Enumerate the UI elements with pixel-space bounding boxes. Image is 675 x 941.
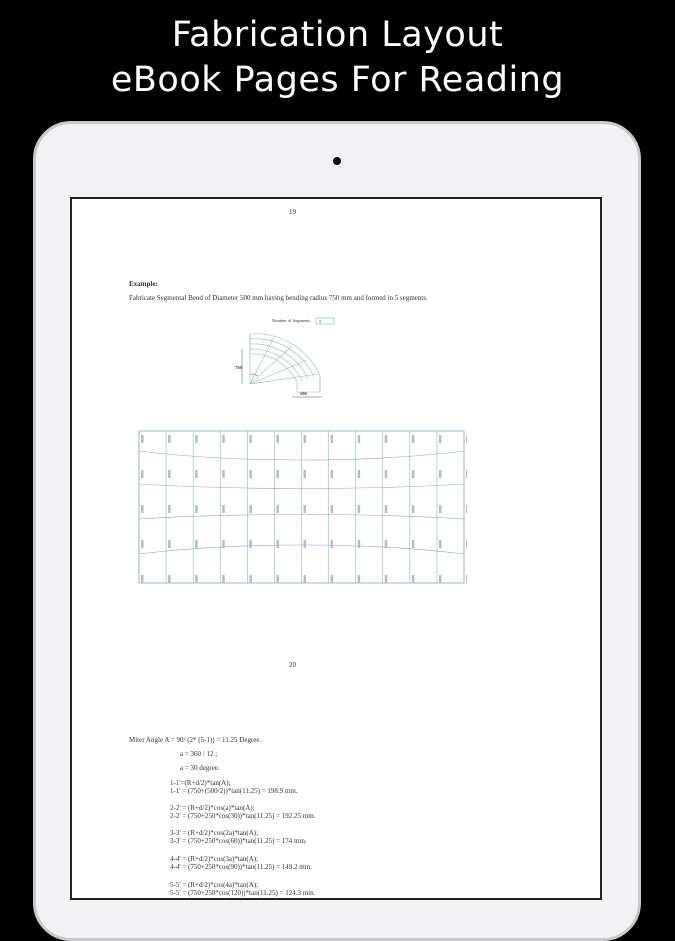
grid-mark	[358, 505, 361, 513]
grid-mark	[304, 575, 307, 583]
grid-mark	[249, 505, 252, 513]
grid-mark	[358, 540, 361, 548]
calc-line-10: 4-4' = (R+d/2)*cos(3a)*tan(A);	[170, 855, 259, 863]
radius-label: 750	[235, 365, 242, 370]
segments-label: Number of Segments	[272, 318, 311, 323]
grid-mark	[412, 540, 415, 548]
grid-mark	[385, 575, 388, 583]
grid-mark	[358, 575, 361, 583]
grid-mark	[276, 540, 279, 548]
grid-mark	[222, 435, 225, 443]
grid-mark	[331, 540, 334, 548]
grid-mark	[331, 470, 334, 478]
grid-mark	[385, 470, 388, 478]
grid-mark	[331, 505, 334, 513]
grid-mark	[331, 575, 334, 583]
grid-mark	[195, 575, 198, 583]
grid-mark	[249, 470, 252, 478]
grid-mark	[304, 435, 307, 443]
grid-mark	[222, 505, 225, 513]
grid-mark	[466, 540, 467, 548]
grid-mark	[439, 470, 442, 478]
grid-mark	[195, 470, 198, 478]
grid-mark	[466, 575, 467, 583]
calc-line-9: 3-3' = (750+250*cos(60))*tan(11.25) = 174 mm.	[170, 837, 307, 845]
grid-mark	[249, 435, 252, 443]
grid-mark	[249, 540, 252, 548]
page-number-19: 19	[289, 208, 296, 216]
grid-mark	[222, 540, 225, 548]
grid-mark	[276, 470, 279, 478]
grid-mark	[168, 505, 171, 513]
grid-mark	[195, 505, 198, 513]
calc-line-3: a = 30 degree.	[180, 764, 220, 772]
calc-line-13: 5-5' = (750+250*cos(120))*tan(11.25) = 124.3 mm.	[170, 889, 316, 897]
calc-line-4: 1-1'=(R+d/2)*tan(A);	[170, 779, 231, 787]
grid-mark	[222, 470, 225, 478]
segmental-bend-diagram	[222, 314, 352, 399]
grid-mark	[412, 470, 415, 478]
calc-line-2: a = 360 / 12 ;	[180, 750, 218, 758]
calc-line-6: 2-2' = (R+d/2)*cos(a)*tan(A);	[170, 804, 255, 812]
grid-mark	[141, 540, 144, 548]
grid-mark	[412, 575, 415, 583]
calc-line-5: 1-1' = (750+(500/2))*tan(11.25) = 198.9 mm.	[170, 787, 298, 795]
grid-mark	[276, 575, 279, 583]
calc-line-7: 2-2' = (750+250*cos(30))*tan(11.25) = 192.25 mm.	[170, 812, 316, 820]
grid-mark	[141, 575, 144, 583]
fabrication-layout-grid	[137, 429, 467, 587]
diameter-label: 500	[300, 391, 307, 396]
grid-mark	[168, 575, 171, 583]
grid-mark	[222, 575, 225, 583]
grid-mark	[466, 505, 467, 513]
segments-value: 5	[319, 319, 322, 324]
grid-mark	[141, 470, 144, 478]
grid-mark	[304, 470, 307, 478]
grid-mark	[195, 540, 198, 548]
calc-line-11: 4-4' = (750+250*cos(90))*tan(11.25) = 149.2 mm.	[170, 863, 312, 871]
headline-line-2: eBook Pages For Reading	[110, 60, 565, 100]
grid-mark	[466, 435, 467, 443]
grid-mark	[385, 505, 388, 513]
page-number-20: 20	[289, 661, 296, 669]
grid-mark	[304, 540, 307, 548]
example-heading: Example:	[129, 280, 158, 288]
grid-mark	[439, 435, 442, 443]
grid-mark	[249, 575, 252, 583]
ebook-screen[interactable]	[70, 197, 602, 900]
grid-mark	[358, 470, 361, 478]
grid-mark	[168, 470, 171, 478]
grid-mark	[304, 505, 307, 513]
calc-line-8: 3-3' = (R+d/2)*cos(2a)*tan(A);	[170, 829, 259, 837]
calc-line-12: 5-5' = (R+d/2)*cos(4a)*tan(A);	[170, 881, 259, 889]
grid-mark	[168, 540, 171, 548]
headline-line-1: Fabrication Layout	[171, 15, 504, 55]
grid-mark	[439, 505, 442, 513]
grid-mark	[412, 435, 415, 443]
grid-mark	[141, 435, 144, 443]
grid-mark	[412, 505, 415, 513]
grid-mark	[141, 505, 144, 513]
grid-mark	[331, 435, 334, 443]
camera-icon	[333, 157, 341, 165]
grid-mark	[439, 540, 442, 548]
grid-mark	[385, 435, 388, 443]
grid-mark	[439, 575, 442, 583]
grid-mark	[276, 505, 279, 513]
grid-mark	[466, 470, 467, 478]
grid-mark	[195, 435, 198, 443]
grid-mark	[358, 435, 361, 443]
calc-line-1: Miter Angle A = 90/ (2* (5-1)) = 11.25 Degree.	[129, 736, 262, 744]
grid-mark	[385, 540, 388, 548]
grid-mark	[276, 435, 279, 443]
example-text: Fabricate Segmental Bend of Diameter 500 mm having bending radius 750 mm and formed in 5 segments.	[129, 294, 428, 302]
grid-mark	[168, 435, 171, 443]
